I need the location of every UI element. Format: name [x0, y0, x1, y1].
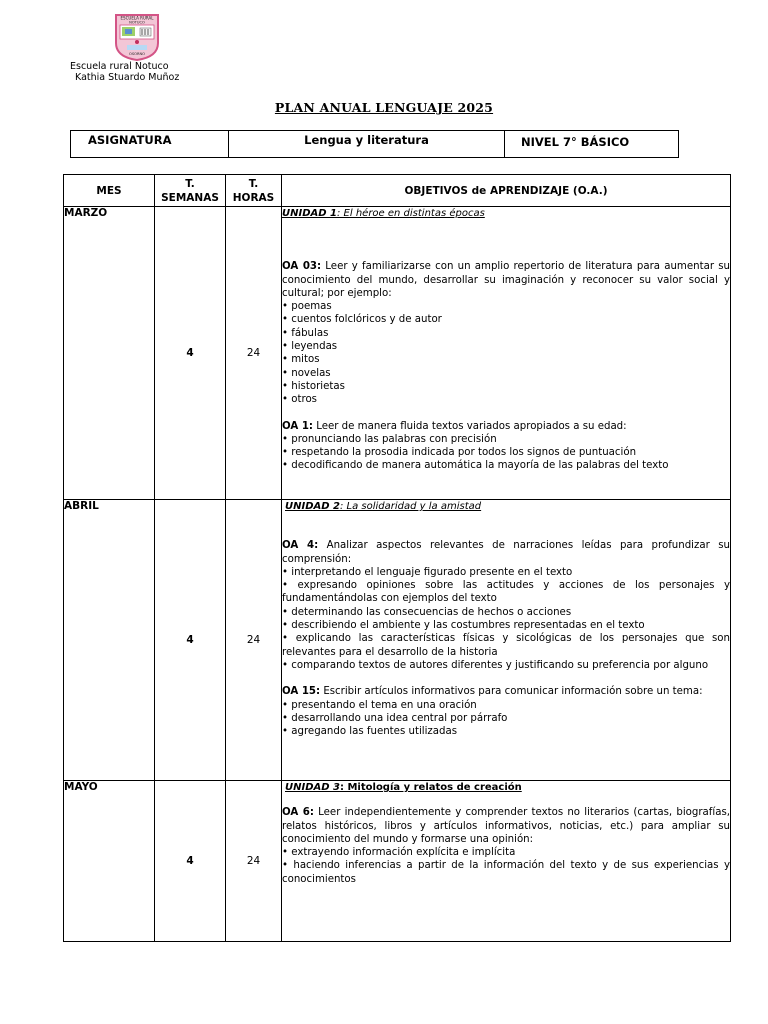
list-item: • interpretando el lenguaje figurado presente en el texto — [282, 566, 573, 578]
hours-cell: 24 — [226, 207, 282, 500]
oa-paragraph: OA 6: Leer independientemente y comprender textos no literarios (cartas, biografías, relatos históricos, libros y artículos informativos, noticias, etc.) para ampliar su conocimiento del mundo y formarse una opinión: — [282, 807, 730, 845]
list-item: • determinando las consecuencias de hechos o acciones — [282, 606, 572, 618]
weeks-cell: 4 — [155, 500, 226, 781]
table-header-row — [64, 175, 731, 207]
nivel-label: NIVEL 7° BÁSICO — [505, 131, 679, 158]
list-item: • presentando el tema en una oración — [282, 699, 477, 711]
svg-text:OSORNO: OSORNO — [129, 52, 145, 56]
list-item: • respetando la prosodia indicada por todos los signos de puntuación — [282, 447, 637, 459]
unit-title: UNIDAD 2: La solidaridad y la amistad — [285, 501, 482, 512]
school-name: Escuela rural Notuco — [70, 61, 169, 72]
objectives-cell — [282, 781, 731, 942]
month-cell: MARZO — [64, 207, 155, 500]
list-item: • extrayendo información explícita e implícita — [282, 847, 516, 859]
table-row — [64, 500, 731, 781]
svg-text:NOTUCO: NOTUCO — [129, 20, 145, 25]
weeks-cell: 4 — [155, 781, 226, 942]
hours-cell: 24 — [226, 500, 282, 781]
list-item: • agregando las fuentes utilizadas — [282, 726, 458, 738]
asignatura-label: ASIGNATURA — [71, 131, 229, 158]
oa-paragraph: OA 03: Leer y familiarizarse con un amplio repertorio de literatura para aumentar su conocimiento del mundo, desarrollar su imaginación y reconocer su valor social y cultural; por ejemplo: — [282, 261, 731, 299]
oa-paragraph: OA 15: Escribir artículos informativos para comunicar información sobre un tema: — [282, 686, 703, 698]
header-horas: T. HORAS — [226, 175, 282, 207]
weeks-cell: 4 — [155, 207, 226, 500]
list-item: • leyendas — [282, 341, 338, 353]
list-item: • describiendo el ambiente y las costumbres representadas en el texto — [282, 620, 645, 632]
oa-paragraph: OA 1: Leer de manera fluida textos variados apropiados a su edad: — [282, 420, 627, 432]
month-cell: MAYO — [64, 781, 155, 942]
hours-cell: 24 — [226, 781, 282, 942]
unit-title: UNIDAD 1: El héroe en distintas épocas — [282, 208, 485, 219]
school-crest-logo — [113, 13, 161, 61]
list-item: • expresando opiniones sobre las actitudes y acciones de los personajes y fundamentándolas con ejemplos del texto — [282, 580, 730, 605]
list-item: • cuentos folclóricos y de autor — [282, 314, 442, 326]
subject-info-table — [70, 130, 679, 158]
list-item: • historietas — [282, 380, 345, 392]
list-item: • novelas — [282, 367, 331, 379]
list-item: • poemas — [282, 301, 332, 313]
list-item: • haciendo inferencias a partir de la información del texto y de sus experiencias y conocimientos — [282, 860, 730, 885]
objectives-cell — [282, 500, 731, 781]
list-item: • decodificando de manera automática la mayoría de las palabras del texto — [282, 460, 669, 472]
list-item: • otros — [282, 394, 317, 406]
asignatura-value: Lengua y literatura — [229, 131, 505, 158]
list-item: • desarrollando una idea central por párrafo — [282, 712, 508, 724]
annual-plan-table — [63, 174, 731, 942]
list-item: • mitos — [282, 354, 320, 366]
list-item: • comparando textos de autores diferentes y justificando su preferencia por alguno — [282, 659, 709, 671]
svg-text:ESCUELA RURAL: ESCUELA RURAL — [120, 15, 154, 21]
school-info — [70, 61, 179, 83]
list-item: • pronunciando las palabras con precisión — [282, 433, 497, 445]
table-row — [64, 207, 731, 500]
header-mes: MES — [64, 175, 155, 207]
table-row — [64, 781, 731, 942]
month-cell: ABRIL — [64, 500, 155, 781]
list-item: • explicando las características físicas y sicológicas de los personajes que son relevantes para el desarrollo de la historia — [282, 633, 730, 658]
header-semanas: T. SEMANAS — [155, 175, 226, 207]
unit-title: UNIDAD 3: Mitología y relatos de creación — [285, 782, 522, 793]
oa-paragraph: OA 4: Analizar aspectos relevantes de narraciones leídas para profundizar su comprensión: — [282, 540, 730, 565]
header-objetivos: OBJETIVOS de APRENDIZAJE (O.A.) — [282, 175, 731, 207]
objectives-cell — [282, 207, 731, 500]
teacher-name: Kathia Stuardo Muñoz — [75, 72, 180, 83]
document-title: PLAN ANUAL LENGUAJE 2025 — [274, 100, 494, 115]
list-item: • fábulas — [282, 327, 329, 339]
